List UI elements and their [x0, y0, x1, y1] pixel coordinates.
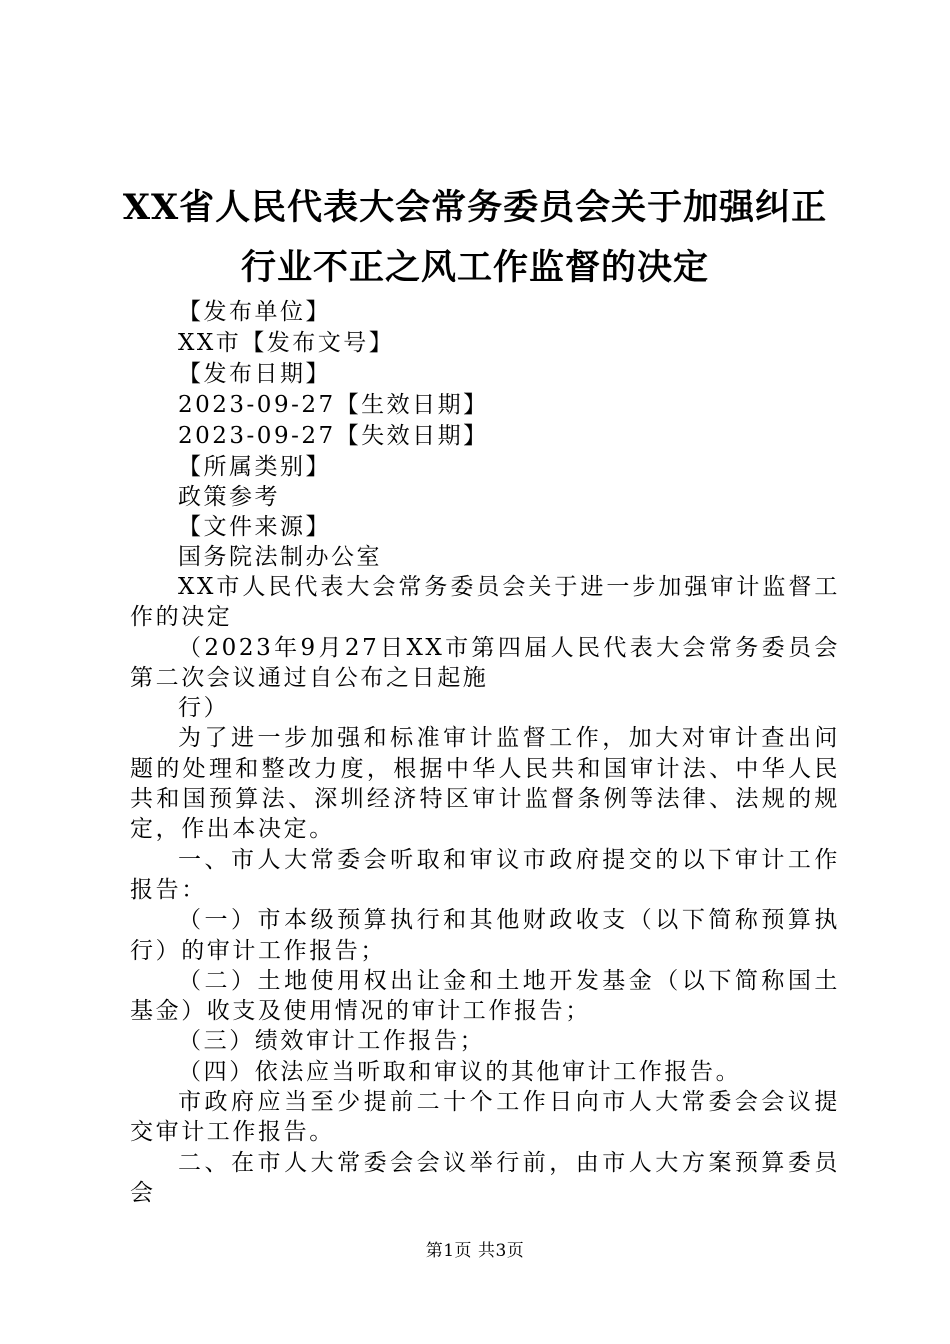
paragraph: XX市人民代表大会常务委员会关于进一步加强审计监督工作的决定 — [130, 574, 840, 631]
paragraph: （一）市本级预算执行和其他财政收支（以下简称预算执行）的审计工作报告； — [130, 907, 840, 964]
document-title-line2: 行业不正之风工作监督的决定 — [240, 247, 709, 288]
paragraph: （2023年9月27日XX市第四届人民代表大会常务委员会第二次会议通过自公布之日起施 — [130, 634, 840, 691]
document-title-line1: XX省人民代表大会常务委员会关于加强纠正 — [122, 187, 828, 228]
paragraph: （四）依法应当听取和审议的其他审计工作报告。 — [178, 1058, 742, 1085]
paragraph: 一、市人大常委会听取和审议市政府提交的以下审计工作报告： — [130, 846, 840, 903]
meta-publisher-label: 【发布单位】 — [178, 299, 331, 325]
meta-category-label: 【所属类别】 — [178, 454, 331, 480]
paragraph: 二、在市人大常委会会议举行前，由市人大方案预算委员会 — [130, 1149, 840, 1206]
document-body — [130, 572, 840, 1208]
paragraph: 行） — [178, 695, 230, 722]
paragraph: （三）绩效审计工作报告； — [178, 1028, 486, 1055]
meta-category-value: 政策参考 — [178, 484, 280, 510]
paragraph: 市政府应当至少提前二十个工作日向市人大常委会会议提交审计工作报告。 — [130, 1089, 840, 1146]
page-footer: 第1页 共3页 — [425, 1241, 525, 1261]
meta-expiry-date: 2023-09-27【失效日期】 — [178, 423, 489, 449]
meta-effective-date: 2023-09-27【生效日期】 — [178, 392, 489, 418]
meta-source-label: 【文件来源】 — [178, 514, 331, 540]
meta-publish-date-label: 【发布日期】 — [178, 361, 331, 387]
paragraph: 为了进一步加强和标准审计监督工作，加大对审计查出问题的处理和整改力度，根据中华人民共和国审计法、中华人民共和国预算法、深圳经济特区审计监督条例等法律、法规的规定，作出本决定。 — [130, 725, 840, 843]
meta-source-value: 国务院法制办公室 — [178, 544, 382, 570]
meta-doc-number: XX市【发布文号】 — [178, 330, 395, 356]
paragraph: （二）土地使用权出让金和土地开发基金（以下简称国土基金）收支及使用情况的审计工作报告； — [130, 967, 840, 1025]
